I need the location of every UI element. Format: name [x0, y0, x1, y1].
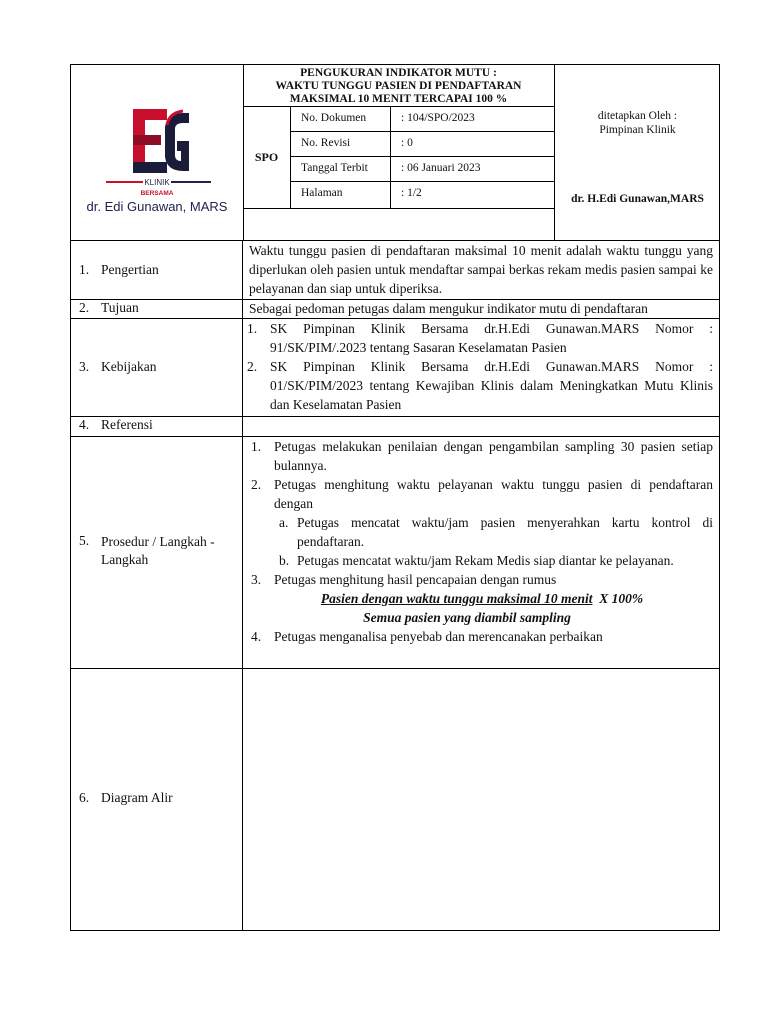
meta-row-no-dokumen	[291, 107, 554, 132]
section-referensi	[71, 417, 719, 437]
approved-by	[555, 109, 720, 137]
list-number: 3.	[251, 572, 262, 587]
section-number: 5.	[79, 533, 90, 548]
clinic-logo	[71, 65, 243, 241]
spo-body-table	[70, 241, 720, 931]
signer-name: dr. H.Edi Gunawan,MARS	[571, 193, 704, 205]
list-text: SK Pimpinan Klinik Bersama dr.H.Edi Gunawan.MARS Nomor : 91/SK/PIM/.2023 tentang Sasaran Keselamatan Pasien	[270, 321, 713, 355]
list-text: Petugas menghitung waktu pelayanan waktu tunggu pasien di pendaftaran dengan	[274, 477, 713, 511]
logo-name-text: dr. Edi Gunawan, MARS	[86, 199, 228, 214]
meta-row-halaman	[291, 182, 554, 208]
section-title: Tujuan	[101, 300, 139, 315]
list-text: Petugas menganalisa penyebab dan merencanakan perbaikan	[274, 629, 603, 644]
section-number: 1.	[79, 262, 90, 277]
list-number: 2.	[247, 359, 258, 374]
meta-value: : 06 Januari 2023	[401, 162, 481, 174]
section-label	[71, 417, 243, 436]
list-item	[251, 475, 713, 513]
title-line: WAKTU TUNGGU PASIEN DI PENDAFTARAN	[275, 80, 522, 92]
title-line: PENGUKURAN INDIKATOR MUTU :	[300, 67, 497, 79]
logo-cell	[71, 65, 244, 241]
section-title: Referensi	[101, 417, 153, 432]
section-title: Prosedur / Langkah - Langkah	[101, 534, 215, 567]
formula-denominator: Semua pasien yang diambil sampling	[363, 610, 571, 625]
section-content: Waktu tunggu pasien di pendaftaran maksimal 10 menit adalah waktu tunggu yang diperlukan oleh pasien untuk mendaftar sampai berkas rekam medis pasien sampai ke pelayanan dan siap untuk diperiksa.	[249, 243, 713, 296]
list-item	[251, 570, 713, 589]
logo-bersama-text: BERSAMA	[140, 190, 174, 197]
sub-list-item	[251, 551, 713, 570]
meta-key: Tanggal Terbit	[301, 162, 368, 174]
list-text: Petugas melakukan penilaian dengan pengambilan sampling 30 pasien setiap bulannya.	[274, 439, 713, 473]
meta-key: No. Revisi	[301, 137, 351, 149]
list-item	[251, 437, 713, 475]
meta-value: : 1/2	[401, 187, 422, 199]
section-diagram-alir	[71, 669, 719, 930]
section-title: Pengertian	[101, 262, 159, 277]
section-number: 4.	[79, 417, 90, 432]
logo-e-mark	[133, 109, 167, 173]
sub-list-letter: a.	[279, 515, 289, 530]
meta-key: No. Dokumen	[301, 112, 367, 124]
list-number: 2.	[251, 477, 262, 492]
list-number: 1.	[251, 439, 262, 454]
section-content: Sebagai pedoman petugas dalam mengukur indikator mutu di pendaftaran	[249, 301, 648, 316]
sub-list-item	[251, 513, 713, 551]
document-meta	[291, 107, 554, 208]
section-content	[243, 319, 719, 416]
section-number: 6.	[79, 790, 90, 805]
list-number: 1.	[247, 321, 258, 336]
approved-by-line: ditetapkan Oleh :	[597, 110, 678, 122]
list-number: 4.	[251, 629, 262, 644]
section-title: Kebijakan	[101, 359, 157, 374]
logo-klinik-text: KLINIK	[144, 178, 170, 187]
list-text: Petugas menghitung hasil pencapaian dengan rumus	[274, 572, 557, 587]
diagram-area	[243, 669, 719, 930]
section-tujuan	[71, 300, 719, 319]
meta-key: Halaman	[301, 187, 343, 199]
document-header	[70, 64, 720, 241]
meta-row-tanggal-terbit	[291, 157, 554, 182]
list-item	[247, 357, 713, 414]
meta-value: : 104/SPO/2023	[401, 112, 475, 124]
title-line: MAKSIMAL 10 MENIT TERCAPAI 100 %	[289, 93, 508, 105]
section-label	[71, 319, 243, 416]
list-item	[247, 319, 713, 357]
section-label	[71, 437, 243, 668]
section-pengertian	[71, 241, 719, 300]
section-number: 3.	[79, 359, 90, 374]
section-label	[71, 300, 243, 318]
section-content	[243, 437, 719, 668]
section-kebijakan	[71, 319, 719, 417]
section-prosedur	[71, 437, 719, 669]
spo-label: SPO	[243, 107, 291, 208]
sub-list-text: Petugas mencatat waktu/jam pasien menyerahkan kartu kontrol di pendaftaran.	[297, 515, 713, 549]
sub-list-text: Petugas mencatat waktu/jam Rekam Medis siap diantar ke pelayanan.	[297, 553, 674, 568]
sub-list-letter: b.	[279, 553, 290, 568]
section-label	[71, 669, 243, 930]
section-title: Diagram Alir	[101, 790, 173, 805]
meta-row-no-revisi	[291, 132, 554, 157]
document-title	[243, 65, 554, 107]
logo-g-mark	[165, 111, 189, 171]
formula-factor: X 100%	[599, 591, 644, 606]
header-blank-cell	[243, 208, 554, 241]
list-text: SK Pimpinan Klinik Bersama dr.H.Edi Gunawan.MARS Nomor : 01/SK/PIM/2023 tentang Kewajiban Klinis dalam Meningkatkan Mutu Klinis dan Keselamatan Pasien	[270, 359, 713, 412]
list-item	[251, 627, 713, 646]
approval-cell	[554, 65, 720, 241]
meta-value: : 0	[401, 137, 413, 149]
section-number: 2.	[79, 300, 90, 315]
formula-numerator-line	[251, 589, 713, 608]
section-content	[243, 417, 719, 436]
section-label	[71, 241, 243, 299]
approved-by-role: Pimpinan Klinik	[599, 124, 676, 136]
formula-numerator: Pasien dengan waktu tunggu maksimal 10 menit	[320, 591, 593, 606]
